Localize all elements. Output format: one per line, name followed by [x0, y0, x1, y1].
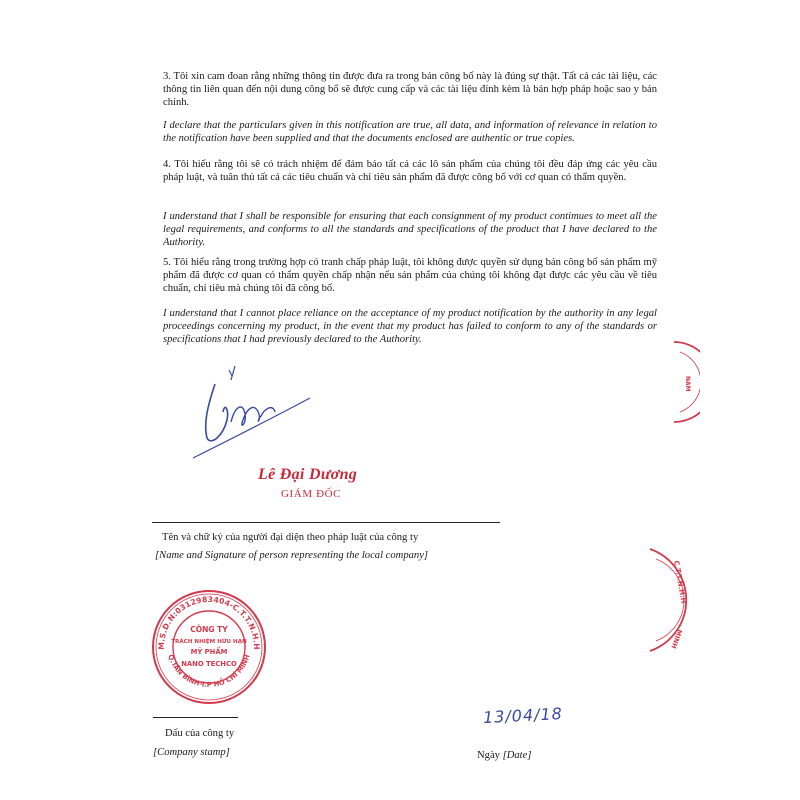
stamp-bottom-text: Q.TÂN BÌNH-T.P HỒ CHÍ MINH [166, 653, 252, 689]
representative-signature-line [152, 522, 500, 523]
company-stamp-line [153, 717, 238, 718]
stamp-ring-text: M.S.D.N:0312983404-C.T.T.N.H.H [156, 594, 262, 650]
date-label-en: [Date] [502, 750, 532, 761]
declaration-3-en: I declare that the particulars given in this notification are true, all data, and information of relevance in relation to the notification have been supplied and that the documents enclosed are authentic or true copies. [163, 120, 657, 144]
representative-label-vi: Tên và chữ ký của người đại diện theo pháp luật của công ty [162, 532, 419, 543]
date-label [477, 749, 531, 762]
handwritten-date: 13/04/18 [482, 703, 564, 728]
representative-label-en: [Name and Signature of person representing the local company] [155, 550, 429, 561]
handwritten-signature [185, 362, 320, 462]
date-label-vi: Ngày [477, 750, 500, 761]
edge-stamp-middle [648, 545, 700, 655]
declaration-4-en: I understand that I shall be responsible for ensuring that each consignment of my product contimues to meet all the legal requirements, and conforms to all the standards and specifications of the product that I have declared to the Authority. [163, 211, 657, 248]
stamp-line-2: TRÁCH NHIỆM HỮU HẠN [171, 639, 247, 645]
stamp-line-4: NANO TECHCO [181, 660, 237, 668]
company-stamp-label-vi: Dấu của công ty [165, 728, 235, 739]
signatory-name: Lê Đại Dương [258, 466, 358, 483]
declaration-5-en: I understand that I cannot place reliance on the acceptance of my product notification by the authority in any legal proceedings concerning my product, in the event that my product has failed to conform to any of the standards or specifications that I had previously declared to the Authority. [163, 308, 657, 345]
signatory-title: GIÁM ĐỐC [281, 488, 342, 500]
declaration-4-vi: 4. Tôi hiểu rằng tôi sẽ có trách nhiệm để đảm bảo tất cả các lô sản phẩm của chúng tôi đều đáp ứng các yêu cầu pháp luật, và tuân thủ tất cả các tiêu chuẩn và chỉ tiêu sản phẩm đã được công bố với cơ quan có thẩm quyền. [163, 159, 657, 183]
edge-stamp-top-text: NAM [684, 376, 691, 392]
edge-stamp-middle-bottom-text: MINH [669, 628, 684, 650]
edge-stamp-top [672, 340, 700, 424]
stamp-line-1: CÔNG TY [190, 625, 228, 634]
stamp-line-3: MỸ PHẨM [190, 648, 228, 656]
edge-stamp-middle-text: C.T.T.N.H.H [672, 559, 688, 605]
declaration-5-vi: 5. Tôi hiểu rằng trong trường hợp có tranh chấp pháp luật, tôi không được quyền sử dụng bản công bố sản phẩm mỹ phẩm đã được cơ quan có thẩm quyền chấp nhận nếu sản phẩm của chúng tôi không đạt được các yêu cầu về tiêu chuẩn, chỉ tiêu mà chúng tôi đã công bố. [163, 257, 657, 294]
declaration-3-vi: 3. Tôi xin cam đoan rằng những thông tin được đưa ra trong bản công bố này là đúng sự thật. Tất cả các tài liệu, các thông tin liên quan đến nội dung công bố sẽ được cung cấp và các tài liệu đính kèm là bản hợp pháp hoặc sao y bản chính. [163, 71, 657, 108]
company-stamp [150, 588, 268, 706]
svg-text:Q.TÂN BÌNH-T.P HỒ CHÍ MINH [166, 653, 251, 689]
company-stamp-label-en: [Company stamp] [153, 747, 230, 758]
